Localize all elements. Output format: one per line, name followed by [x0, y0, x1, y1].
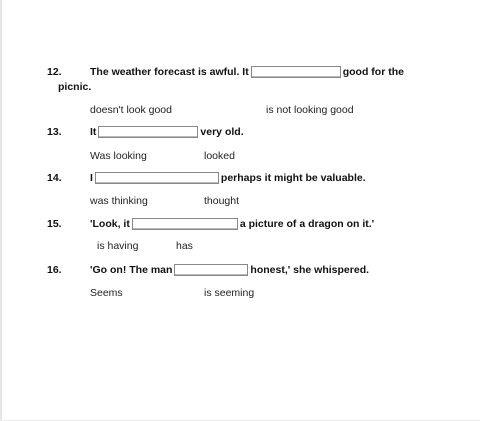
- option-b[interactable]: has: [176, 240, 193, 252]
- option-b[interactable]: is seeming: [204, 287, 255, 299]
- stem-before: 'Look, it: [90, 218, 130, 230]
- answer-blank[interactable]: [174, 264, 248, 276]
- option-b[interactable]: is not looking good: [266, 104, 354, 116]
- question-stem: [90, 218, 374, 230]
- stem-after: honest,' she whispered.: [250, 264, 370, 276]
- question-number: 13.: [47, 126, 62, 138]
- page-left-edge: [0, 0, 2, 421]
- answer-blank[interactable]: [251, 66, 341, 78]
- option-a[interactable]: Was looking: [90, 150, 147, 162]
- stem-before: The weather forecast is awful. It: [90, 66, 249, 78]
- question-number: 15.: [47, 218, 62, 230]
- question-number: 12.: [47, 66, 62, 78]
- option-a[interactable]: was thinking: [90, 195, 148, 207]
- question-number: 16.: [47, 264, 62, 276]
- option-b[interactable]: looked: [204, 150, 235, 162]
- stem-wrap: picnic.: [58, 81, 92, 93]
- option-a[interactable]: doesn't look good: [90, 104, 172, 116]
- option-a[interactable]: Seems: [90, 287, 123, 299]
- answer-blank[interactable]: [95, 172, 219, 184]
- question-stem: [90, 66, 404, 78]
- stem-before: It: [90, 126, 97, 138]
- stem-before: I: [90, 172, 93, 184]
- option-a[interactable]: is having: [97, 240, 139, 252]
- stem-before: 'Go on! The man: [90, 264, 173, 276]
- answer-blank[interactable]: [132, 218, 238, 230]
- question-stem: [90, 126, 244, 138]
- stem-after: good for the: [342, 66, 404, 78]
- question-stem: [90, 172, 366, 184]
- question-number: 14.: [47, 172, 62, 184]
- question-stem: [90, 264, 369, 276]
- stem-after: perhaps it might be valuable.: [220, 172, 366, 184]
- answer-blank[interactable]: [98, 126, 198, 138]
- stem-after: very old.: [200, 126, 244, 138]
- stem-after: a picture of a dragon on it.': [239, 218, 375, 230]
- option-b[interactable]: thought: [204, 195, 240, 207]
